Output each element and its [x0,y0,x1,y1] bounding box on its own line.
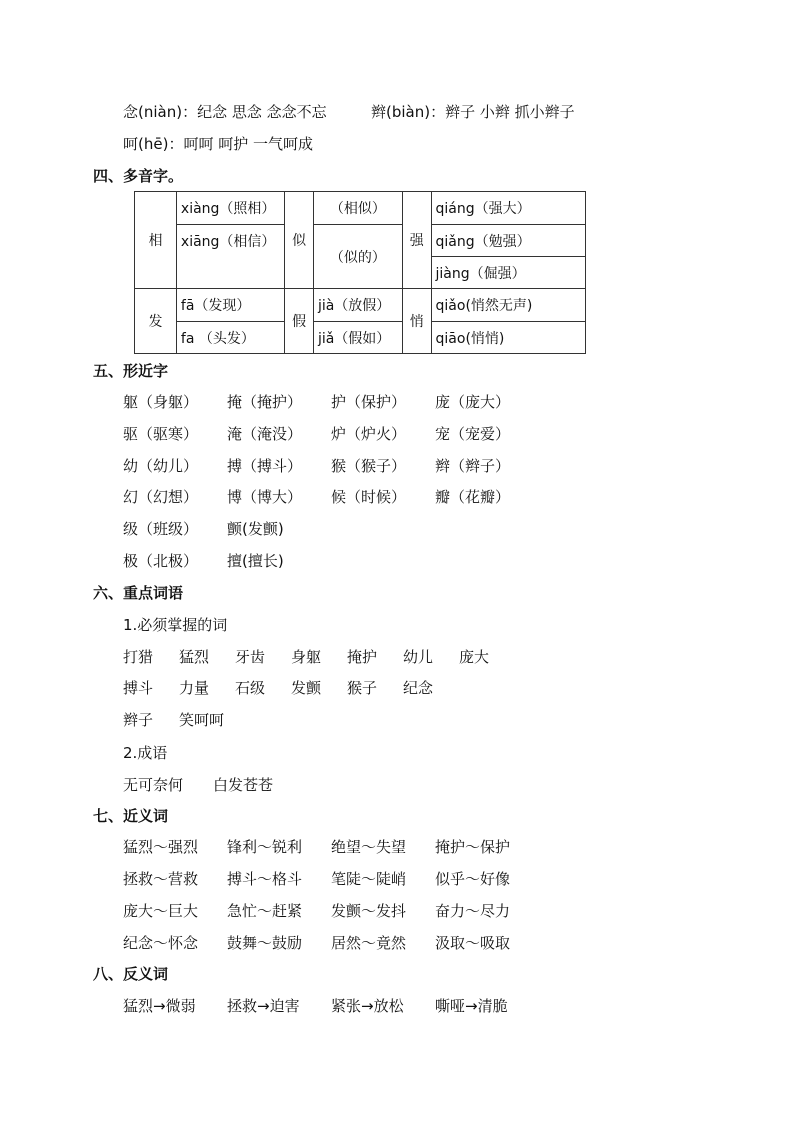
list-item: 猴（猴子） [331,457,407,475]
list-item: 掩（掩护） [227,393,303,411]
list-item: 锋利～锐利 [227,838,303,856]
list-item: 鼓舞～鼓励 [227,934,303,952]
table-cell: qiāo(悄悄) [431,322,585,354]
list-item: 掩护 [347,648,378,666]
list-item: 颤(发颤) [227,520,284,538]
table-cell: jiǎ（假如） [313,322,402,354]
table-char-xiang: 相 [135,192,177,289]
subheading-must-master: 1.必须掌握的词 [123,616,228,634]
list-item: 石级 [235,679,266,697]
list-item: 庞大～巨大 [123,902,199,920]
list-item: 白发苍苍 [213,776,274,794]
list-item: 猛烈～强烈 [123,838,199,856]
list-item: 猛烈→微弱 [123,997,196,1015]
table-cell: （相似） [313,192,402,225]
key-words-row [123,678,459,698]
list-item: 纪念 [403,679,434,697]
similar-chars-row [123,456,539,476]
subheading-idioms: 2.成语 [123,744,168,762]
list-item: 猛烈 [179,648,210,666]
list-item: 辫（辫子） [435,457,511,475]
list-item: 打猎 [123,648,154,666]
similar-chars-row [123,392,539,412]
list-item: 猴子 [347,679,378,697]
table-char-si: 似 [285,192,314,289]
list-item: 无可奈何 [123,776,184,794]
table-cell: fa （头发） [176,322,284,354]
table-cell: jiàng（倔强） [431,257,585,289]
list-item: 擅(擅长) [227,552,284,570]
list-item: 力量 [179,679,210,697]
list-item: 急忙～赶紧 [227,902,303,920]
list-item: 紧张→放松 [331,997,404,1015]
list-item: 拯救→迫害 [227,997,300,1015]
table-char-qiao: 悄 [402,289,431,354]
list-item: 奋力～尽力 [435,902,511,920]
section-heading-key-words: 六、重点词语 [93,584,184,602]
list-item: 庞大 [459,648,490,666]
list-item: 炉（炉火） [331,425,407,443]
list-item: 嘶哑→清脆 [435,997,508,1015]
list-item: 搏斗 [123,679,154,697]
list-item: 笔陡～陡峭 [331,870,407,888]
list-item: 汲取～吸取 [435,934,511,952]
list-item: 搏（搏斗） [227,457,303,475]
list-item: 幼（幼儿） [123,457,199,475]
list-item: 居然～竟然 [331,934,407,952]
similar-chars-row [123,487,539,507]
table-cell: qiáng（强大） [431,192,585,225]
list-item: 发颤 [291,679,322,697]
table-cell: qiǎo(悄然无声) [431,289,585,322]
table-cell: fā（发现） [176,289,284,322]
list-item: 绝望～失望 [331,838,407,856]
table-char-jia: 假 [285,289,314,354]
list-item: 掩护～保护 [435,838,511,856]
list-item: 极（北极） [123,552,199,570]
list-item: 级（班级） [123,520,199,538]
section-heading-similar-chars: 五、形近字 [93,362,169,380]
key-words-row [123,647,515,667]
list-item: 拯救～营救 [123,870,199,888]
list-item: 宠（宠爱） [435,425,511,443]
table-cell: xiàng（照相） [176,192,284,225]
list-item: 幼儿 [403,648,434,666]
list-item: 瓣（花瓣） [435,488,511,506]
synonyms-row [123,837,539,857]
list-item: 纪念～怀念 [123,934,199,952]
list-item: 庞（庞大） [435,393,511,411]
list-item: 幻（幻想） [123,488,199,506]
similar-chars-row [123,551,331,571]
idioms-row [123,775,273,795]
table-cell: jià（放假） [313,289,402,322]
list-item: 护（保护） [331,393,407,411]
list-item: 搏斗～格斗 [227,870,303,888]
similar-chars-row [123,424,539,444]
text-line-bian: 辫(biàn)：辫子 小辫 抓小辫子 [371,103,575,121]
table-cell: （似的） [313,225,402,289]
list-item: 笑呵呵 [179,711,225,729]
list-item: 发颤～发抖 [331,902,407,920]
synonyms-row [123,933,539,953]
section-heading-polyphonic: 四、多音字。 [93,167,184,185]
list-item: 博（博大） [227,488,303,506]
list-item: 身躯 [291,648,322,666]
section-heading-synonyms: 七、近义词 [93,807,169,825]
list-item: 牙齿 [235,648,266,666]
list-item: 躯（身躯） [123,393,199,411]
similar-chars-row [123,519,331,539]
key-words-row [123,710,235,730]
list-item: 辫子 [123,711,154,729]
section-heading-antonyms: 八、反义词 [93,965,169,983]
table-char-qiang: 强 [402,192,431,289]
list-item: 似乎～好像 [435,870,511,888]
list-item: 淹（淹没） [227,425,303,443]
table-cell: qiǎng（勉强） [431,225,585,257]
antonyms-row [123,996,539,1016]
list-item: 候（时候） [331,488,407,506]
polyphonic-table [134,191,586,354]
synonyms-row [123,869,539,889]
list-item: 驱（驱寒） [123,425,199,443]
text-line-nian: 念(niàn)：纪念 思念 念念不忘 [123,103,327,121]
table-cell: xiāng（相信） [176,225,284,289]
table-char-fa: 发 [135,289,177,354]
synonyms-row [123,901,539,921]
text-line-he: 呵(hē)：呵呵 呵护 一气呵成 [123,135,313,153]
